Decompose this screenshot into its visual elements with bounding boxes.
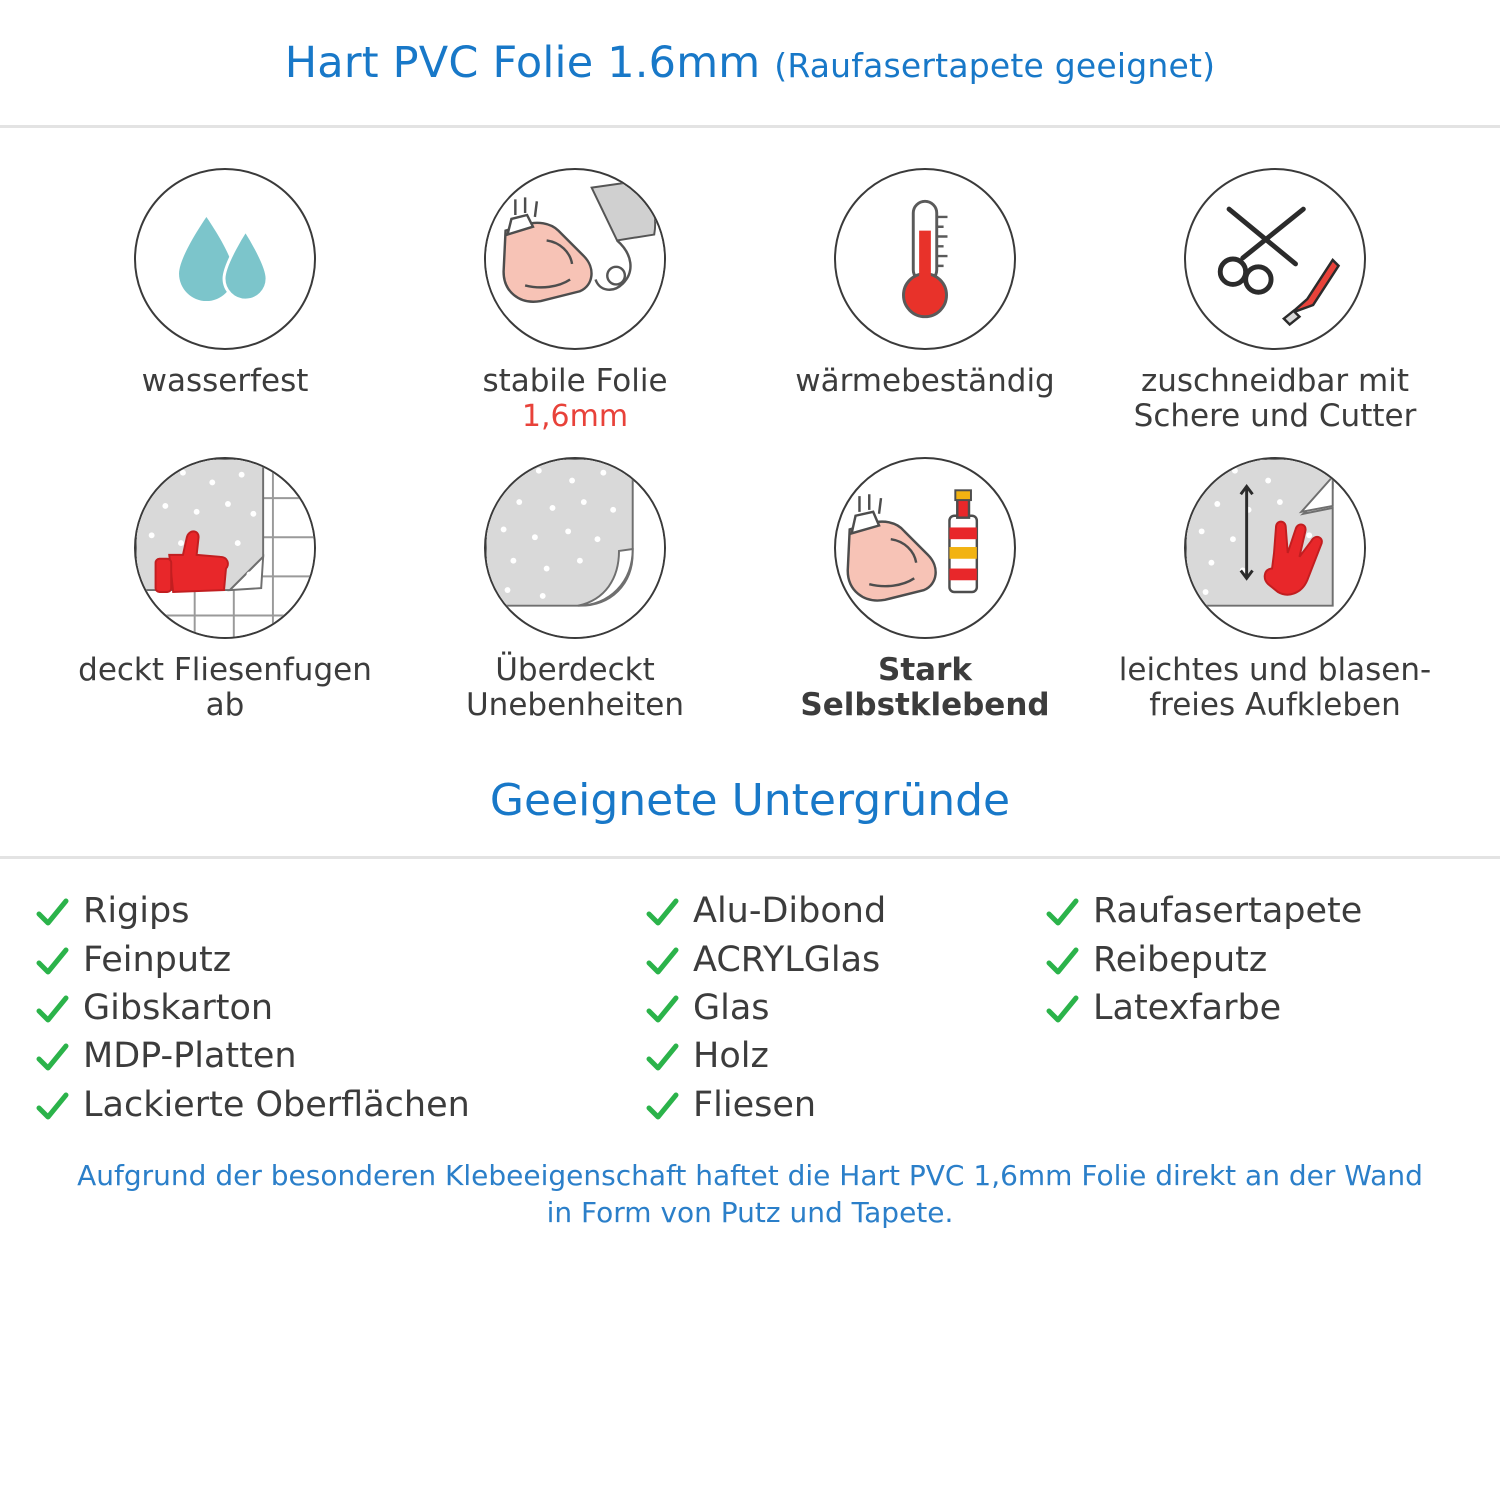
substrate-column-3 bbox=[1045, 887, 1465, 1128]
feature-fliesenfugen bbox=[55, 457, 395, 724]
foil-peel-icon bbox=[484, 457, 666, 639]
header bbox=[0, 0, 1500, 128]
list-item-label: Feinputz bbox=[83, 939, 232, 980]
list-item-label: Glas bbox=[693, 987, 770, 1028]
substrate-column-2 bbox=[645, 887, 1045, 1128]
feature-label: wärmebeständig bbox=[795, 363, 1055, 399]
feature-label bbox=[755, 653, 1095, 724]
feature-label bbox=[482, 364, 667, 435]
feature-stabile-folie bbox=[405, 168, 745, 435]
scissors-cutter-icon bbox=[1184, 168, 1366, 350]
check-icon bbox=[645, 945, 679, 979]
feature-label-text: stabile Folie bbox=[482, 363, 668, 399]
feature-label: leichtes und blasen- freies Aufkleben bbox=[1118, 651, 1432, 723]
feature-label: zuschneidbar mit Schere und Cutter bbox=[1133, 363, 1417, 435]
feature-aufkleben bbox=[1105, 457, 1445, 724]
substrates-heading-wrap bbox=[0, 775, 1500, 859]
page-title-main: Hart PVC Folie 1.6mm bbox=[284, 37, 761, 88]
list-item bbox=[35, 984, 645, 1032]
check-icon bbox=[645, 1041, 679, 1075]
list-item bbox=[35, 1032, 645, 1080]
footer-note: Aufgrund der besonderen Klebeeigenschaft haftet die Hart PVC 1,6mm Folie direkt an der Wand in Form von Putz und Tapete. bbox=[77, 1158, 1423, 1230]
check-icon bbox=[1045, 896, 1079, 930]
page-title bbox=[285, 38, 1215, 88]
list-item-label: Reibeputz bbox=[1093, 939, 1268, 980]
feature-label bbox=[405, 653, 745, 724]
feature-selbstklebend bbox=[755, 457, 1095, 724]
page-title-sub: (Raufasertapete geeignet) bbox=[774, 45, 1216, 85]
list-item-label: Alu-Dibond bbox=[693, 891, 887, 932]
substrates-lists bbox=[0, 859, 1500, 1128]
check-icon bbox=[1045, 993, 1079, 1027]
substrate-column-1 bbox=[35, 887, 645, 1128]
feature-label: deckt Fliesenfugen ab bbox=[78, 651, 372, 723]
feature-label: wasserfest bbox=[141, 363, 309, 399]
check-icon bbox=[35, 945, 69, 979]
list-item bbox=[35, 887, 645, 935]
feature-label-text: Überdeckt Unebenheiten bbox=[465, 651, 684, 723]
check-icon bbox=[645, 896, 679, 930]
hand-smoothing-icon bbox=[1184, 457, 1366, 639]
water-drops-icon bbox=[134, 168, 316, 350]
list-item bbox=[35, 1081, 645, 1129]
list-item-label: Holz bbox=[693, 1036, 769, 1077]
list-item-label: Fliesen bbox=[693, 1084, 817, 1125]
thermometer-icon bbox=[834, 168, 1016, 350]
feature-waermebestaendig bbox=[755, 168, 1095, 435]
list-item bbox=[645, 887, 1045, 935]
arm-glue-tube-icon bbox=[834, 457, 1016, 639]
feature-thickness-note: 1,6mm bbox=[521, 399, 629, 435]
list-item bbox=[1045, 984, 1465, 1032]
substrates-heading: Geeignete Untergründe bbox=[489, 775, 1011, 827]
list-item bbox=[645, 1032, 1045, 1080]
feature-wasserfest bbox=[55, 168, 395, 435]
list-item bbox=[1045, 887, 1465, 935]
check-icon bbox=[35, 896, 69, 930]
check-icon bbox=[1045, 945, 1079, 979]
list-item bbox=[645, 936, 1045, 984]
list-item-label: Gibskarton bbox=[83, 987, 274, 1028]
check-icon bbox=[645, 993, 679, 1027]
check-icon bbox=[35, 993, 69, 1027]
thumb-up-tile-joint-icon bbox=[134, 457, 316, 639]
check-icon bbox=[35, 1041, 69, 1075]
list-item-label: Latexfarbe bbox=[1093, 987, 1282, 1028]
list-item bbox=[35, 936, 645, 984]
list-item bbox=[1045, 936, 1465, 984]
feature-grid bbox=[0, 128, 1500, 723]
feature-label-text: Stark Selbstklebend bbox=[800, 651, 1050, 723]
list-item-label: MDP-Platten bbox=[83, 1036, 297, 1077]
list-item-label: ACRYLGlas bbox=[693, 939, 881, 980]
feature-zuschneidbar bbox=[1105, 168, 1445, 435]
feature-unebenheiten bbox=[405, 457, 745, 724]
strong-arm-foil-icon bbox=[484, 168, 666, 350]
list-item-label: Raufasertapete bbox=[1093, 891, 1363, 932]
check-icon bbox=[35, 1090, 69, 1124]
list-item bbox=[645, 984, 1045, 1032]
list-item-label: Lackierte Oberflächen bbox=[83, 1084, 470, 1125]
list-item bbox=[645, 1081, 1045, 1129]
check-icon bbox=[645, 1090, 679, 1124]
list-item-label: Rigips bbox=[83, 891, 190, 932]
